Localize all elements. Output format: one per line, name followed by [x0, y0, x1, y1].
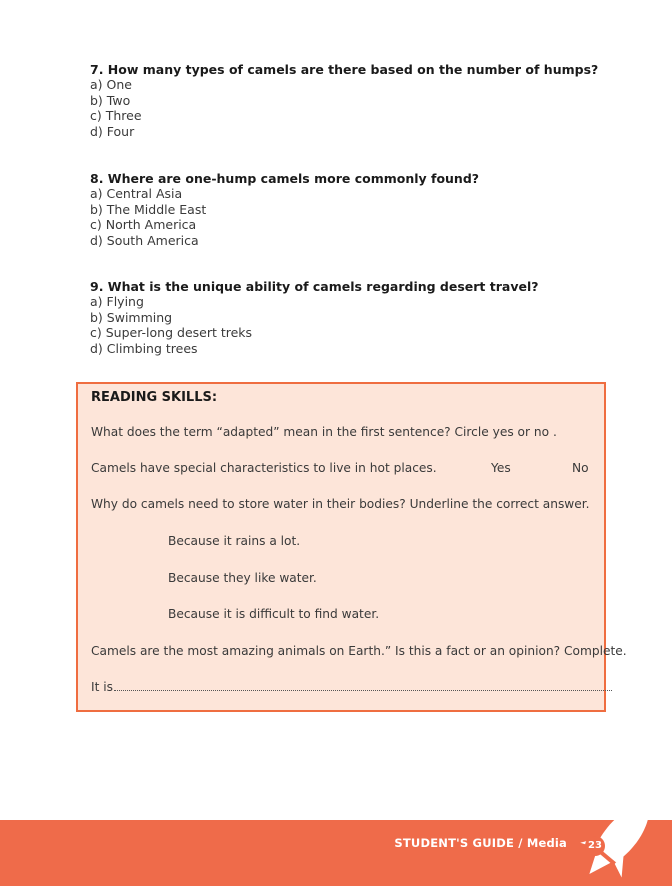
- reading-question-2: Why do camels need to store water in their bodies? Underline the correct answer.: [91, 497, 590, 511]
- reading-skills-box: [76, 382, 627, 712]
- question-9-option-b: b) Swimming: [90, 309, 173, 325]
- answer-option-2[interactable]: Because they like water.: [168, 571, 317, 585]
- no-option[interactable]: No: [572, 461, 589, 475]
- question-9-title: 9. What is the unique ability of camels regarding desert travel?: [90, 279, 539, 294]
- question-7-option-d: d) Four: [90, 123, 135, 139]
- reading-statement: Camels have special characteristics to live in hot places.: [91, 461, 437, 475]
- question-7-title: 7. How many types of camels are there based on the number of humps?: [90, 62, 599, 77]
- question-8-option-c: c) North America: [90, 217, 197, 233]
- question-7-option-b: b) Two: [90, 92, 131, 108]
- question-8-title: 8. Where are one-hump camels more commonly found?: [90, 171, 480, 186]
- complete-line: [91, 680, 612, 694]
- answer-blank[interactable]: [114, 690, 612, 691]
- question-9-option-c: c) Super-long desert treks: [90, 325, 253, 341]
- question-8-option-b: b) The Middle East: [90, 201, 207, 217]
- question-8-option-a: a) Central Asia: [90, 186, 183, 201]
- question-7: [90, 62, 598, 139]
- page-number: 23: [585, 836, 605, 856]
- question-7-option-a: a) One: [90, 77, 132, 92]
- yes-option[interactable]: Yes: [491, 461, 511, 475]
- reading-skills-title: READING SKILLS:: [91, 390, 218, 405]
- question-9-option-d: d) Climbing trees: [90, 340, 198, 356]
- question-9: [90, 279, 539, 356]
- reading-statement-row: [91, 461, 591, 475]
- question-9-option-a: a) Flying: [90, 294, 144, 309]
- rocket-icon: [562, 786, 672, 886]
- answer-option-3[interactable]: Because it is difficult to find water.: [168, 607, 380, 621]
- question-7-option-c: c) Three: [90, 108, 142, 124]
- reading-question-1: What does the term “adapted” mean in the first sentence? Circle yes or no .: [91, 425, 557, 439]
- answer-option-1[interactable]: Because it rains a lot.: [168, 534, 301, 548]
- question-8-option-d: d) South America: [90, 232, 199, 248]
- footer-label: STUDENT'S GUIDE / Media: [394, 836, 567, 850]
- complete-prefix: It is: [91, 680, 113, 694]
- reading-question-3: Camels are the most amazing animals on Earth.” Is this a fact or an opinion? Complete.: [91, 644, 627, 658]
- question-8: [90, 171, 479, 248]
